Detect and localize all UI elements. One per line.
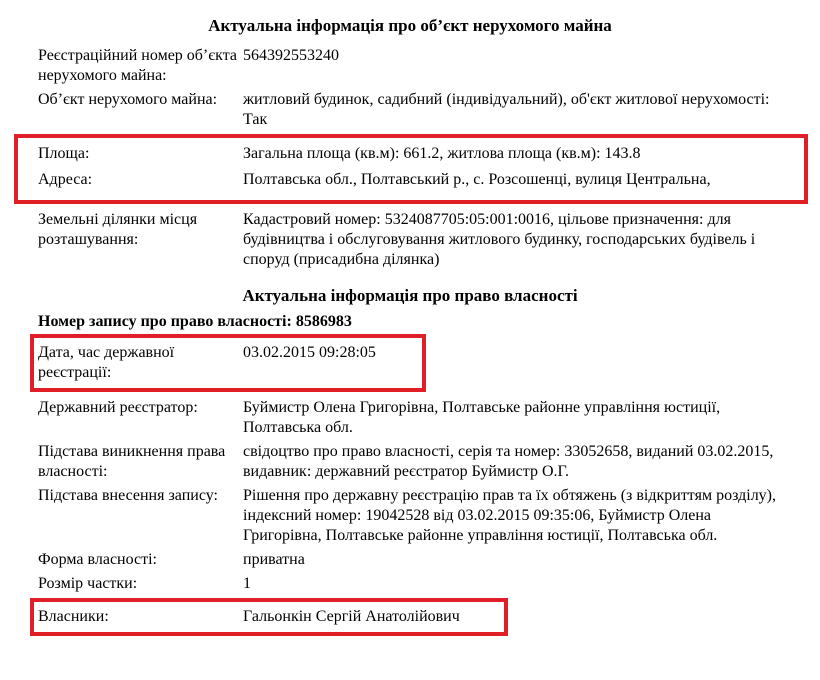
info-row-registration-date (34, 343, 422, 383)
row-label: Власники: (38, 608, 109, 625)
row-label: Підстава внесення запису: (38, 487, 218, 504)
info-row-registration-number (0, 46, 820, 86)
row-value: 03.02.2015 09:28:05 (243, 344, 376, 361)
row-value: Гальонкін Сергій Анатолійович (243, 608, 460, 625)
row-label: Форма власності: (38, 551, 157, 568)
row-value: 564392553240 (243, 47, 339, 64)
row-label: Підстава виникнення права власності: (38, 443, 226, 480)
row-value: Буймистр Олена Григорівна, Полтавське районне управління юстиції, Полтавська обл. (243, 399, 721, 436)
row-label: Площа: (38, 145, 90, 162)
row-label: Розмір частки: (38, 575, 138, 592)
row-value: приватна (243, 551, 305, 568)
row-value: Полтавська обл., Полтавський р., с. Розсошенці, вулиця Центральна, (243, 171, 711, 188)
highlight-box-owners (30, 598, 508, 636)
info-row-owners (34, 607, 504, 627)
info-row-state-registrar (0, 398, 820, 438)
info-row-ownership-form (0, 550, 820, 570)
highlight-box-registration-date (30, 334, 426, 392)
ownership-section-title: Актуальна інформація про право власності (242, 286, 578, 305)
info-row-area (18, 144, 804, 164)
info-row-land-plots (0, 210, 820, 270)
info-row-address (18, 170, 804, 190)
info-row-record-basis (0, 486, 820, 546)
row-label: Об’єкт нерухомого майна: (38, 91, 218, 108)
row-label: Реєстраційний номер об’єкта нерухомого майна: (38, 47, 237, 84)
row-label: Державний реєстратор: (38, 399, 198, 416)
info-row-property-object (0, 90, 820, 130)
row-label: Земельні ділянки місця розташування: (38, 211, 198, 248)
row-value: житловий будинок, садибний (індивідуальний), об'єкт житлової нерухомості: Так (243, 91, 770, 128)
highlight-box-area-address (14, 134, 808, 204)
row-value: Рішення про державну реєстрацію прав та їх обтяжень (з відкриттям розділу), індексний номер: 19042528 від 03.02.2015 09:35:06, Буймистр Олена Григорівна, Полтавське районне управління юстиції, Полтавська обл. (243, 487, 776, 544)
info-row-ownership-basis (0, 442, 820, 482)
info-row-share-size (0, 574, 820, 594)
property-section-title: Актуальна інформація про об’єкт нерухомого майна (208, 16, 612, 35)
row-value: Кадастровий номер: 5324087705:05:001:0016, цільове призначення: для будівництва і обслуговування житлового будинку, господарських будівель і споруд (присадибна ділянка) (243, 211, 756, 268)
row-label: Дата, час державної реєстрації: (38, 344, 175, 381)
ownership-record-number-line: Номер запису про право власності: 8586983 (38, 313, 352, 330)
row-value: свідоцтво про право власності, серія та номер: 33052658, виданий 03.02.2015, видавник: державний реєстратор Буймистр О.Г. (243, 443, 774, 480)
row-value: Загальна площа (кв.м): 661.2, житлова площа (кв.м): 143.8 (243, 145, 641, 162)
row-label: Адреса: (38, 171, 93, 188)
row-value: 1 (243, 575, 251, 592)
